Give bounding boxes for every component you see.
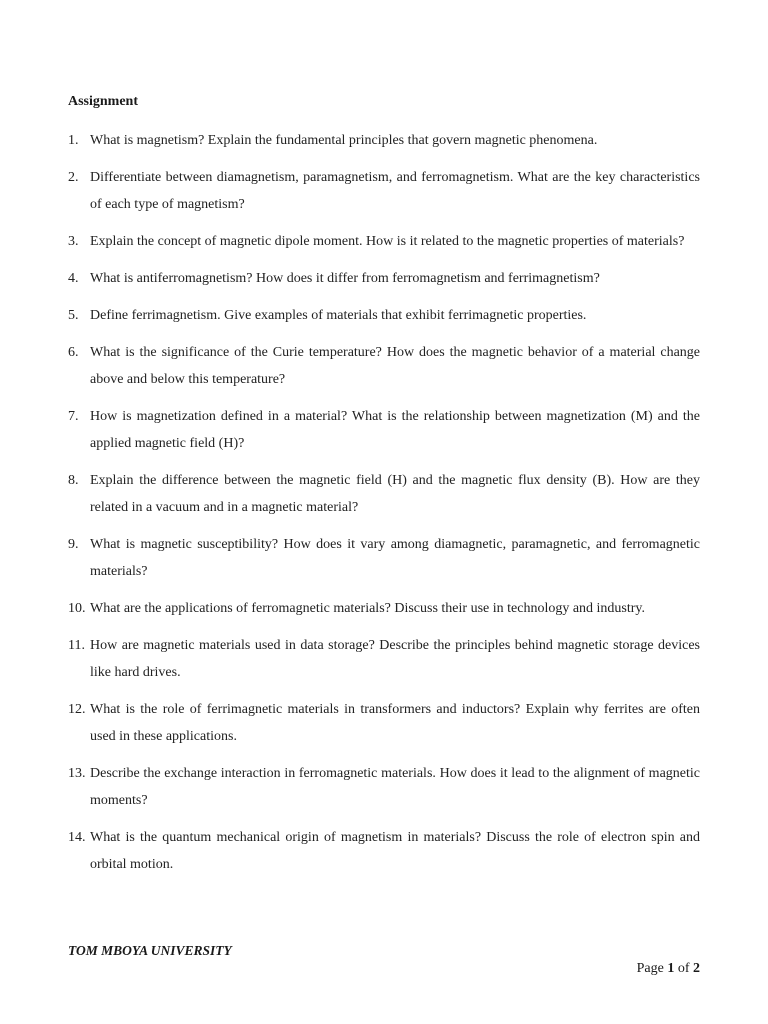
question-item (68, 760, 700, 814)
question-item (68, 824, 700, 878)
question-number: 12. (68, 702, 86, 717)
question-item (68, 467, 700, 521)
question-number: 13. (68, 766, 86, 781)
question-number: 2. (68, 170, 79, 185)
question-number: 3. (68, 234, 79, 249)
question-text: What are the applications of ferromagnetic materials? Discuss their use in technology and industry. (90, 601, 646, 616)
question-number: 5. (68, 308, 79, 323)
question-number: 10. (68, 601, 86, 616)
question-item (68, 595, 700, 622)
question-number: 1. (68, 133, 79, 148)
question-text: What is the role of ferrimagnetic materials in transformers and inductors? Explain why ferrites are often used in these applications. (90, 702, 700, 744)
question-text: What is magnetic susceptibility? How does it vary among diamagnetic, paramagnetic, and ferromagnetic materials? (90, 537, 700, 579)
question-item (68, 265, 700, 292)
question-item (68, 632, 700, 686)
question-list (68, 127, 700, 888)
question-item (68, 339, 700, 393)
page-current: 1 (667, 961, 675, 976)
assignment-heading: Assignment (68, 94, 139, 109)
question-text: What is antiferromagnetism? How does it differ from ferromagnetism and ferrimagnetism? (90, 271, 600, 286)
question-text: Differentiate between diamagnetism, paramagnetism, and ferromagnetism. What are the key characteristics of each type of magnetism? (90, 170, 700, 212)
question-text: What is the quantum mechanical origin of magnetism in materials? Discuss the role of electron spin and orbital motion. (90, 830, 700, 872)
question-item (68, 302, 700, 329)
question-item (68, 164, 700, 218)
question-item (68, 696, 700, 750)
page-of: of (677, 961, 690, 976)
question-text: Define ferrimagnetism. Give examples of materials that exhibit ferrimagnetic properties. (90, 308, 587, 323)
page-total: 2 (693, 961, 700, 976)
question-item (68, 228, 700, 255)
question-text: Explain the concept of magnetic dipole moment. How is it related to the magnetic properties of materials? (90, 234, 685, 249)
footer-university: TOM MBOYA UNIVERSITY (68, 943, 232, 958)
question-number: 11. (68, 638, 85, 653)
question-item (68, 531, 700, 585)
question-number: 7. (68, 409, 79, 424)
page-number (637, 961, 700, 977)
question-text: How is magnetization defined in a material? What is the relationship between magnetization (M) and the applied magnetic field (H)? (90, 409, 700, 451)
page-label: Page (636, 961, 664, 976)
question-number: 6. (68, 345, 79, 360)
question-text: How are magnetic materials used in data storage? Describe the principles behind magnetic storage devices like hard drives. (90, 638, 700, 680)
question-number: 9. (68, 537, 79, 552)
question-number: 14. (68, 830, 86, 845)
question-text: What is the significance of the Curie temperature? How does the magnetic behavior of a material change above and below this temperature? (90, 345, 700, 387)
question-text: Explain the difference between the magnetic field (H) and the magnetic flux density (B). How are they related in a vacuum and in a magnetic material? (90, 473, 700, 515)
question-number: 4. (68, 271, 79, 286)
question-item (68, 127, 700, 154)
question-text: Describe the exchange interaction in ferromagnetic materials. How does it lead to the alignment of magnetic moments? (90, 766, 700, 808)
question-text: What is magnetism? Explain the fundamental principles that govern magnetic phenomena. (90, 133, 598, 148)
question-number: 8. (68, 473, 79, 488)
question-item (68, 403, 700, 457)
